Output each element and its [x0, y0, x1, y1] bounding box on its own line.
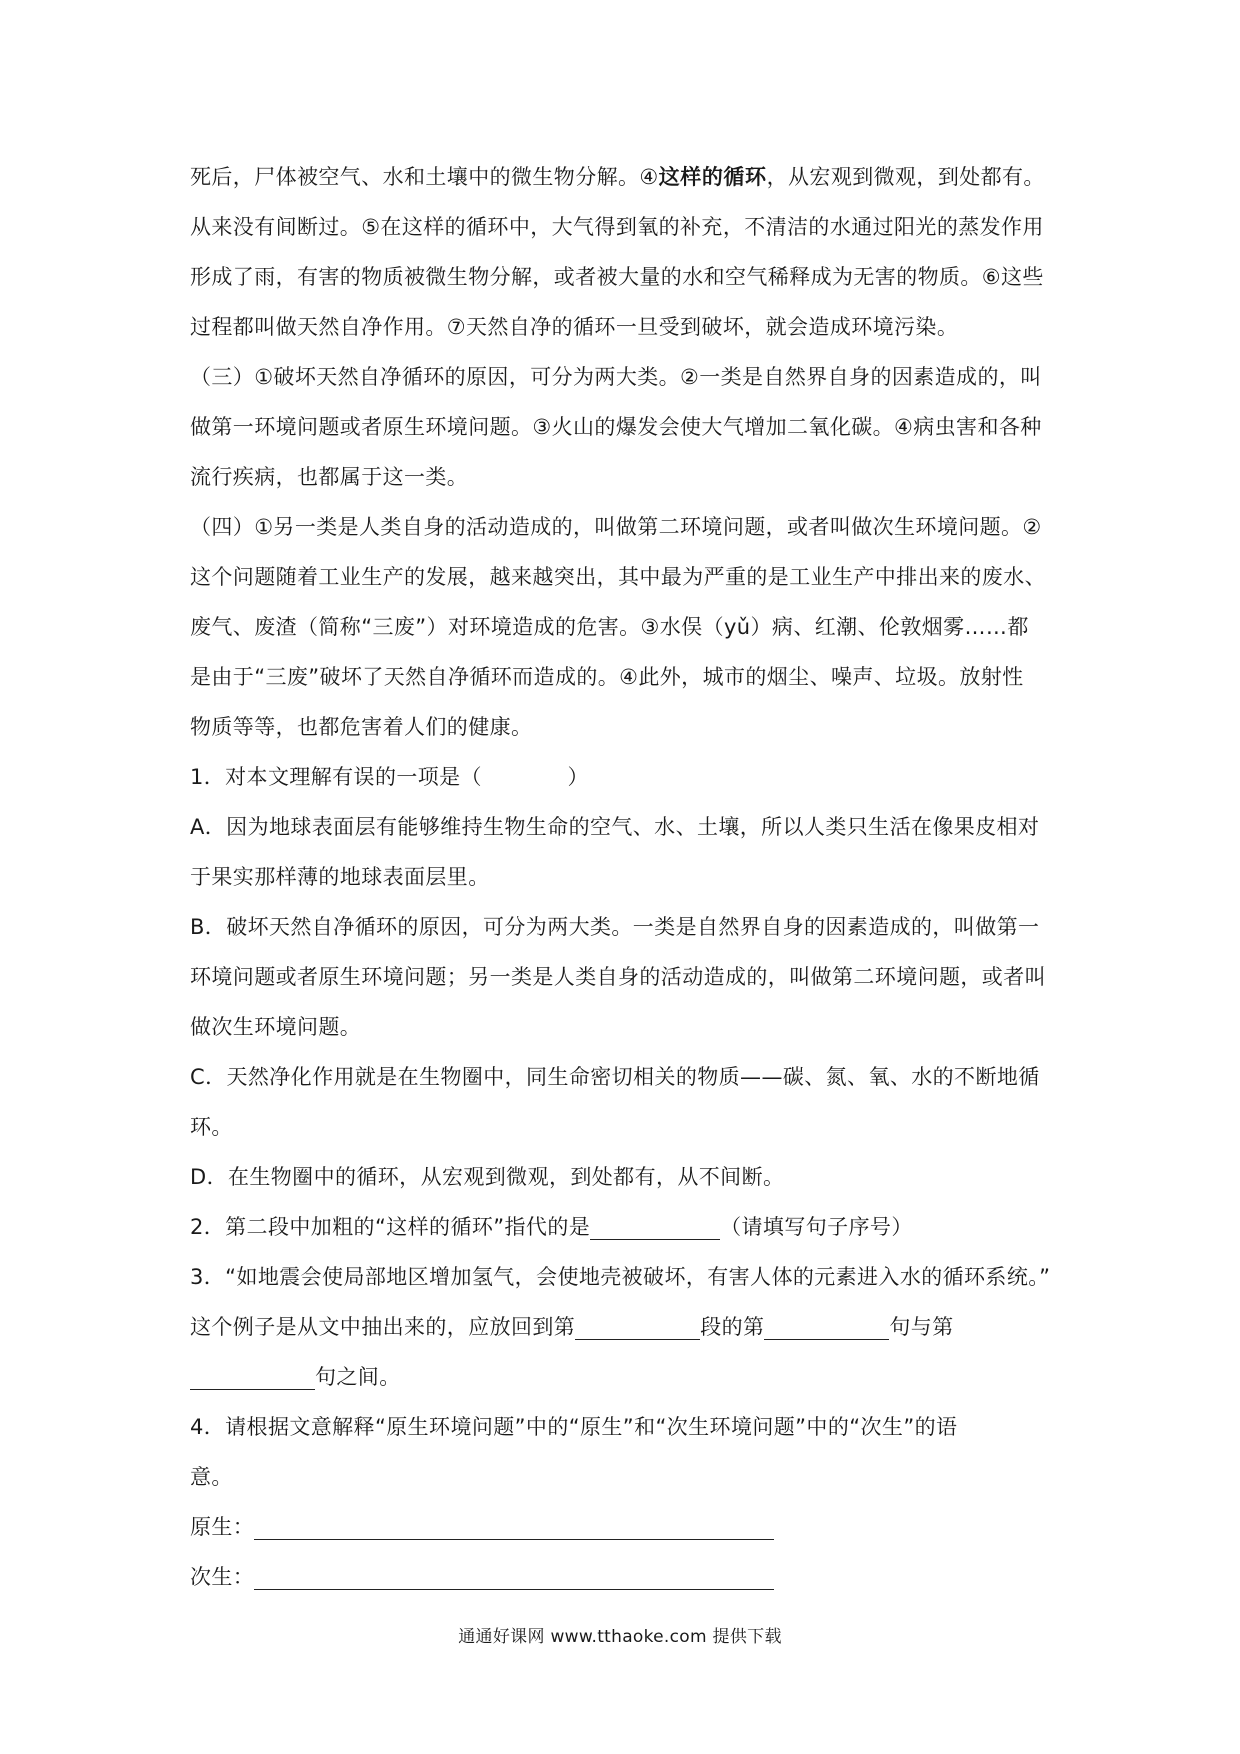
answer-blank-sentence-1[interactable] [764, 1309, 889, 1340]
passage-line: 流行疾病，也都属于这一类。 [190, 465, 469, 489]
passage-text: 死后，尸体被空气、水和土壤中的微生物分解。④ [190, 165, 659, 189]
question-3-text: 段的第 [700, 1315, 765, 1339]
option-b-cont: 做次生环境问题。 [190, 1015, 362, 1039]
footer-credit: 通通好课网 www.tthaoke.com 提供下载 [458, 1627, 782, 1647]
answer-blank-paragraph[interactable] [575, 1309, 700, 1340]
option-c: C．天然净化作用就是在生物圈中，同生命密切相关的物质——碳、氮、氧、水的不断地循 [190, 1065, 1040, 1089]
option-b: B．破坏天然自净循环的原因，可分为两大类。一类是自然界自身的因素造成的，叫做第一 [190, 915, 1040, 939]
answer-label: 原生： [190, 1515, 255, 1539]
question-3: 3．“如地震会使局部地区增加氢气，会使地壳被破坏，有害人体的元素进入水的循环系统。” [190, 1265, 1051, 1289]
passage-line: （四）①另一类是人类自身的活动造成的，叫做第二环境问题，或者叫做次生环境问题。② [190, 515, 1042, 539]
question-2-hint: （请填写句子序号） [720, 1215, 913, 1239]
option-b-cont: 环境问题或者原生环境问题；另一类是人类自身的活动造成的，叫做第二环境问题，或者叫 [190, 965, 1046, 989]
passage-line: （三）①破坏天然自净循环的原因，可分为两大类。②一类是自然界自身的因素造成的，叫 [190, 365, 1042, 389]
question-3-text: 句与第 [889, 1315, 954, 1339]
answer-blank-sentence-2[interactable] [190, 1359, 315, 1390]
passage-line: 是由于“三废”破坏了天然自净循环而造成的。④此外，城市的烟尘、噪声、垃圾。放射性 [190, 665, 1024, 689]
passage-line [190, 152, 1070, 202]
passage-line: 这个问题随着工业生产的发展，越来越突出，其中最为严重的是工业生产中排出来的废水、 [190, 565, 1046, 589]
question-1-stem: 1．对本文理解有误的一项是（ ） [190, 765, 589, 789]
question-3-line [190, 1302, 1070, 1352]
passage-line: 从来没有间断过。⑤在这样的循环中，大气得到氧的补充，不清洁的水通过阳光的蒸发作用 [190, 215, 1044, 239]
question-3-text: 句之间。 [315, 1365, 401, 1389]
question-4-cont: 意。 [190, 1465, 233, 1489]
option-c-cont: 环。 [190, 1115, 233, 1139]
answer-line-yuansheng [190, 1502, 1070, 1552]
option-a-cont: 于果实那样薄的地球表面层里。 [190, 865, 490, 889]
bold-phrase: 这样的循环 [658, 165, 767, 189]
question-3-text: 这个例子是从文中抽出来的，应放回到第 [190, 1315, 576, 1339]
passage-line: 废气、废渣（简称“三废”）对环境造成的危害。③水俣（yǔ）病、红潮、伦敦烟雾……都 [190, 615, 1029, 639]
answer-label: 次生： [190, 1565, 255, 1589]
passage-line: 做第一环境问题或者原生环境问题。③火山的爆发会使大气增加二氧化碳。④病虫害和各种 [190, 415, 1042, 439]
question-3-line [190, 1352, 1070, 1402]
answer-blank-yuansheng[interactable] [254, 1509, 774, 1540]
question-2-text: 2．第二段中加粗的“这样的循环”指代的是 [190, 1215, 591, 1239]
worksheet-content [190, 152, 1070, 1602]
passage-text: ，从宏观到微观，到处都有。 [766, 165, 1045, 189]
answer-blank-cisheng[interactable] [254, 1559, 774, 1590]
answer-line-cisheng [190, 1552, 1070, 1602]
passage-line: 形成了雨，有害的物质被微生物分解，或者被大量的水和空气稀释成为无害的物质。⑥这些 [190, 265, 1044, 289]
passage-line: 物质等等，也都危害着人们的健康。 [190, 715, 533, 739]
passage-line: 过程都叫做天然自净作用。⑦天然自净的循环一旦受到破坏，就会造成环境污染。 [190, 315, 959, 339]
question-2 [190, 1202, 1070, 1252]
question-4: 4．请根据文意解释“原生环境问题”中的“原生”和“次生环境问题”中的“次生”的语 [190, 1415, 958, 1439]
option-a: A．因为地球表面层有能够维持生物生命的空气、水、土壤，所以人类只生活在像果皮相对 [190, 815, 1040, 839]
answer-blank[interactable] [590, 1209, 720, 1240]
option-d: D．在生物圈中的循环，从宏观到微观，到处都有，从不间断。 [190, 1165, 785, 1189]
